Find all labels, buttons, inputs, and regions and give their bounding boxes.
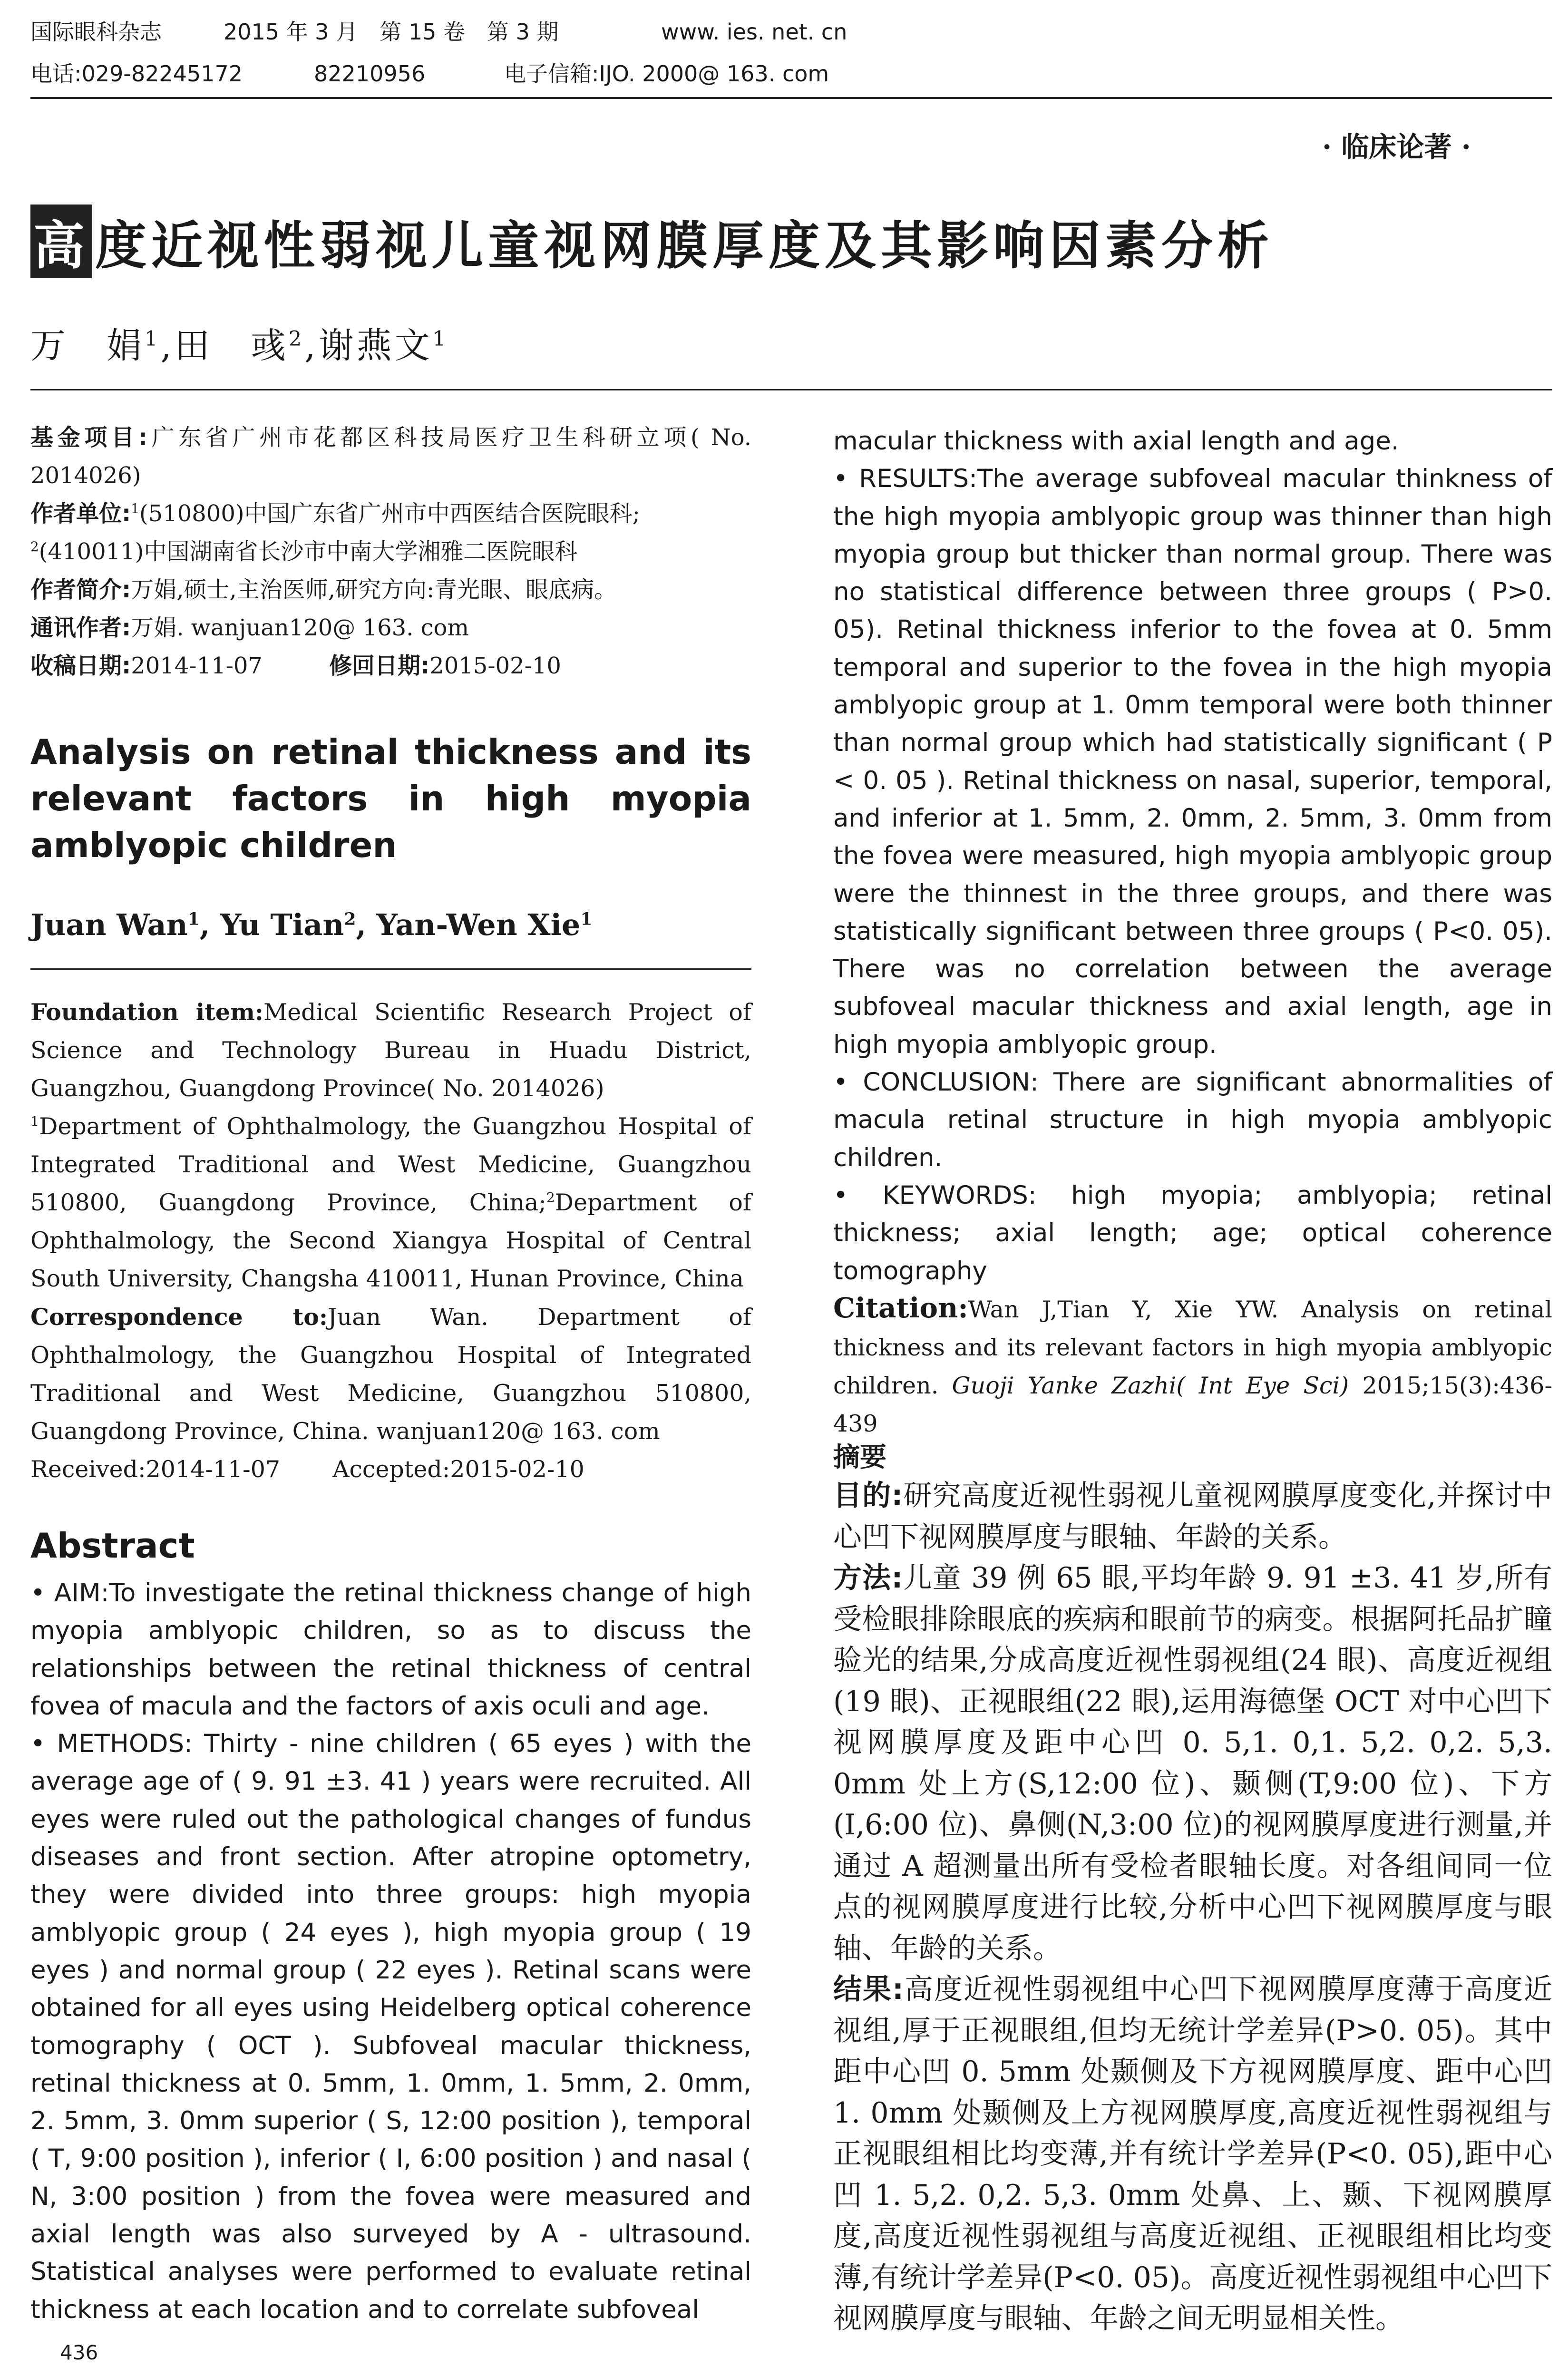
citation-label: Citation: — [833, 1292, 968, 1324]
title-first-char: 高 — [30, 205, 92, 278]
cn-aim: 研究高度近视性弱视儿童视网膜厚度变化,并探讨中心凹下视网膜厚度与眼轴、年龄的关系。 — [833, 1479, 1552, 1554]
fund-label: 基金项目: — [30, 424, 147, 451]
en-author-3: , Yan-Wen Xie — [356, 907, 581, 942]
rev-date: 2015-02-10 — [429, 653, 561, 679]
abstract-heading: Abstract — [30, 1526, 195, 1566]
received-date: Received:2014-11-07 — [30, 1456, 281, 1483]
en-author-2: , Yu Tian — [199, 907, 344, 942]
citation-details: 2015;15(3):436-439 — [833, 1372, 1552, 1437]
recv-date: 2014-11-07 — [131, 653, 263, 679]
abstract-right — [833, 422, 1552, 1290]
correspondence-label: Correspondence to: — [30, 1303, 328, 1331]
en-author-1-aff: 1 — [187, 909, 200, 929]
en-author-1: Juan Wan — [30, 907, 188, 942]
english-title: Analysis on retinal thickness and its relevant factors in high myopia amblyopic children — [30, 732, 751, 865]
en-authors-rule — [30, 968, 751, 970]
title-rest: 度近视性弱视儿童视网膜厚度及其影响因素分析 — [95, 216, 1274, 276]
recv-label: 收稿日期: — [30, 653, 131, 679]
abstract-left — [30, 1574, 751, 2328]
corr-author: 万娟. wanjuan120@ 163. com — [131, 614, 469, 641]
citation-block — [833, 1289, 1552, 1443]
abstract-methods: • METHODS: Thirty - nine children ( 65 eyes ) with the average age of ( 9. 91 ±3. 41 ) years were recruited. All eyes were ruled out the pathological changes of fundus diseases and front section. After atropine optometry, they were divided into three groups: high myopia amblyopic group ( 24 eyes ), high myopia group ( 19 eyes ) and normal group ( 22 eyes ). Retinal scans were obtained for all eyes using Heidelberg optical coherence tomography ( OCT ). Subfoveal macular thickness, retinal thickness at 0. 5mm, 1. 0mm, 1. 5mm, 2. 0mm, 2. 5mm, 3. 0mm superior ( S, 12:00 position ), temporal ( T, 9:00 position ), inferior ( I, 6:00 position ) and nasal ( N, 3:00 position ) from the fovea were measured and axial length was also surveyed by A - ultrasound. Statistical analyses were performed to evaluate retinal thickness at each location and to correlate subfoveal — [30, 1729, 751, 2324]
en-author-3-aff: 1 — [580, 909, 593, 929]
author-intro: 万娟,硕士,主治医师,研究方向:青光眼、眼底病。 — [131, 576, 617, 603]
abstract-keywords: • KEYWORDS: high myopia; amblyopia; retinal thickness; axial length; age; optical coherence tomography — [833, 1180, 1552, 1286]
header-rule — [30, 97, 1552, 99]
affiliation-2: Department of Ophthalmology, the Second Xiangya Hospital of Central South University, Changsha 410011, Hunan Province, China — [30, 1189, 751, 1292]
unit2-sup: 2 — [30, 539, 39, 555]
aff2-sup: 2 — [546, 1189, 555, 1206]
page-number: 436 — [60, 2341, 98, 2364]
citation-journal: Guoji Yanke Zazhi( Int Eye Sci) — [952, 1372, 1349, 1399]
abstract-aim: • AIM:To investigate the retinal thickness change of high myopia amblyopic children, so as to discuss the relationships between the retinal thickness of central fovea of macula and the factors of axis oculi and age. — [30, 1578, 751, 1721]
corr-label: 通讯作者: — [30, 614, 131, 641]
abstract-methods-cont: macular thickness with axial length and age. — [833, 427, 1399, 456]
en-author-2-aff: 2 — [344, 909, 356, 929]
unit-label: 作者单位: — [30, 500, 131, 527]
cn-authors — [30, 318, 448, 368]
fund-text: 广东省广州市花都区科技局医疗卫生科研立项( No. 2014026) — [30, 424, 751, 489]
cn-methods-label: 方法: — [833, 1561, 903, 1595]
foundation-text: Medical Scientific Research Project of Science and Technology Bureau in Huadu District, Guangzhou, Guangdong Province( No. 2014026) — [30, 999, 752, 1102]
affiliation-1: Department of Ophthalmology, the Guangzhou Hospital of Integrated Traditional and West Medicine, Guangzhou 510800, Guangdong Province, China; — [30, 1113, 751, 1216]
cn-author-3-aff: 1 — [432, 327, 448, 351]
section-tag: · 临床论著 · — [1322, 131, 1471, 163]
cn-results-label: 结果: — [833, 1973, 904, 2006]
en-authors — [30, 907, 751, 942]
unit-1: (510800)中国广东省广州市中西医结合医院眼科; — [139, 500, 640, 527]
cn-methods: 儿童 39 例 65 眼,平均年龄 9. 91 ±3. 41 岁,所有受检眼排除眼底的疾病和眼前节的病变。根据阿托品扩瞳验光的结果,分成高度近视性弱视组(24 眼)、高度近视组(19 眼)、正视眼组(22 眼),运用海德堡 OCT 对中心凹下视网膜厚度及距中心凹 0. 5,1. 0,1. 5,2. 0,2. 5,3. 0mm 处上方(S,12:00 位)、颞侧(T,9:00 位)、下方(I,6:00 位)、鼻侧(N,3:00 位)的视网膜厚度进行测量,并通过 A 超测量出所有受检者眼轴长度。对各组间同一位点的视网膜厚度进行比较,分析中心凹下视网膜厚度与眼轴、年龄的关系。 — [833, 1561, 1553, 1965]
cn-abstract-body — [833, 1475, 1552, 2339]
phone-number: 电话:029-82245172 — [30, 61, 243, 87]
cn-abstract-heading: 摘要 — [833, 1442, 886, 1473]
email-address[interactable]: 电子信箱:IJO. 2000@ 163. com — [504, 61, 829, 87]
correspondence-text: Juan Wan. Department of Ophthalmology, the Guangzhou Hospital of Integrated Traditional and West Medicine, Guangzhou 510800, Guangdong Province, China. wanjuan120@ 163. com — [30, 1304, 751, 1445]
abstract-results: • RESULTS:The average subfoveal macular thinkness of the high myopia amblyopic group was thinner than high myopia group but thicker than normal group. There was no statistical difference between three groups ( P>0. 05). Retinal thickness inferior to the fovea at 0. 5mm temporal and superior to the fovea in the high myopia amblyopic group at 1. 0mm temporal were both thinner than normal group which had statistically significant ( P < 0. 05 ). Retinal thickness on nasal, superior, temporal, and inferior at 1. 5mm, 2. 0mm, 2. 5mm, 3. 0mm from the fovea were measured, high myopia amblyopic group were the thinnest in the three groups, and there was statistically significant between three groups ( P<0. 05). There was no correlation between the average subfoveal macular thickness and axial length, age in high myopia amblyopic group. — [833, 464, 1552, 1059]
unit-2: (410011)中国湖南省长沙市中南大学湘雅二医院眼科 — [39, 538, 578, 565]
cn-meta-block — [30, 419, 751, 685]
intro-label: 作者简介: — [30, 576, 131, 603]
journal-name: 国际眼科杂志 — [30, 19, 162, 45]
cn-author-1-aff: 1 — [145, 327, 161, 351]
cn-author-3: ,谢燕文 — [304, 325, 433, 366]
rev-label: 修回日期: — [329, 653, 430, 679]
website-link[interactable]: www. ies. net. cn — [661, 19, 847, 45]
page-title — [30, 205, 1274, 278]
issue-info: 2015 年 3 月 第 15 卷 第 3 期 — [224, 19, 559, 45]
foundation-label: Foundation item: — [30, 998, 264, 1026]
cn-author-2-aff: 2 — [288, 327, 305, 351]
unit1-sup: 1 — [131, 501, 139, 516]
cn-results: 高度近视性弱视组中心凹下视网膜厚度薄于高度近视组,厚于正视眼组,但均无统计学差异(P>0. 05)。其中距中心凹 0. 5mm 处颞侧及下方视网膜厚度、距中心凹 1. 0mm 处颞侧及上方视网膜厚度,高度近视性弱视组与正视眼组相比均变薄,并有统计学差异(P<0. 05),距中心凹 1. 5,2. 0,2. 5,3. 0mm 处鼻、上、颞、下视网膜厚度,高度近视性弱视组与高度近视组、正视眼组相比均变薄,有统计学差异(P<0. 05)。高度近视性弱视组中心凹下视网膜厚度与眼轴、年龄之间无明显相关性。 — [833, 1973, 1552, 2335]
abstract-conclusion: • CONCLUSION: There are significant abnormalities of macula retinal structure in high myopia amblyopic children. — [833, 1068, 1552, 1172]
cn-author-1: 万 娟 — [30, 325, 145, 366]
title-rule — [30, 389, 1552, 390]
en-meta-block — [30, 993, 751, 1489]
phone-number-2: 82210956 — [314, 61, 426, 87]
cn-author-2: ,田 彧 — [160, 325, 289, 366]
cn-aim-label: 目的: — [833, 1479, 903, 1512]
citation-text: Wan J,Tian Y, Xie YW. Analysis on retinal thickness and its relevant factors in high myopia amblyopic children. — [833, 1296, 1552, 1399]
aff1-sup: 1 — [30, 1113, 39, 1130]
accepted-date: Accepted:2015-02-10 — [332, 1456, 584, 1483]
